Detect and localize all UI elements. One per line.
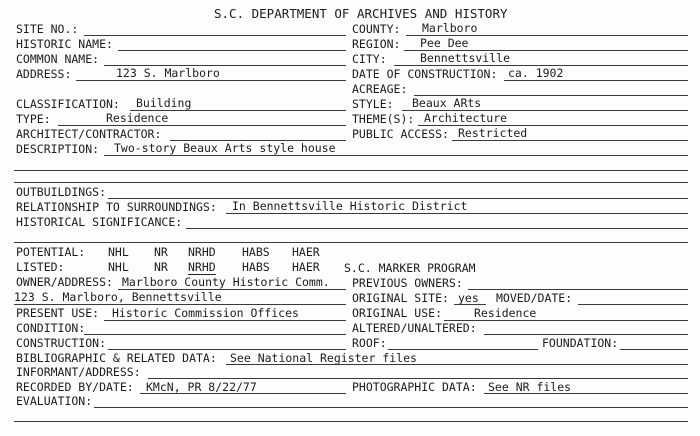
city-value: Bennettsville xyxy=(420,51,511,65)
type-label: TYPE: xyxy=(16,112,51,126)
previous-owners-line xyxy=(468,289,688,290)
description-line-1 xyxy=(104,155,688,156)
site-no-label: SITE NO.: xyxy=(16,22,79,36)
previous-owners-label: PREVIOUS OWNERS: xyxy=(352,276,463,290)
moved-date-label: MOVED/DATE: xyxy=(496,291,573,305)
photographic-data-label: PHOTOGRAPHIC DATA: xyxy=(352,380,477,394)
date-construction-line xyxy=(504,80,688,81)
original-use-value: Residence xyxy=(474,306,537,320)
architect-label: ARCHITECT/CONTRACTOR: xyxy=(16,127,162,141)
form-title: S.C. DEPARTMENT OF ARCHIVES AND HISTORY xyxy=(214,6,508,21)
owner-address-line xyxy=(14,304,346,305)
roof-label: ROOF: xyxy=(352,336,387,350)
construction-label: CONSTRUCTION: xyxy=(16,336,107,350)
historical-significance-line-1 xyxy=(186,228,688,229)
description-label: DESCRIPTION: xyxy=(16,142,100,156)
original-use-line xyxy=(444,320,688,321)
region-label: REGION: xyxy=(352,37,401,51)
owner-value: Marlboro County Historic Comm. xyxy=(122,275,330,289)
potential-label: POTENTIAL: xyxy=(16,245,86,259)
description-line-2 xyxy=(14,170,688,171)
evaluation-line-2 xyxy=(14,421,688,422)
acreage-label: ACREAGE: xyxy=(352,82,408,96)
potential-option-nhl: NHL xyxy=(108,245,129,259)
foundation-line xyxy=(620,349,688,350)
site-no-line xyxy=(84,35,346,36)
themes-value: Architecture xyxy=(424,111,508,125)
evaluation-label: EVALUATION: xyxy=(16,394,93,408)
county-label: COUNTY: xyxy=(352,22,401,36)
relationship-line xyxy=(226,213,688,214)
altered-line xyxy=(484,334,688,335)
potential-option-nrhd: NRHD xyxy=(188,245,216,259)
present-use-value: Historic Commission Offices xyxy=(112,306,299,320)
outbuildings-label: OUTBUILDINGS: xyxy=(16,185,107,199)
public-access-value: Restricted xyxy=(458,126,528,140)
historic-name-line xyxy=(118,50,346,51)
county-value: Marlboro xyxy=(422,21,478,35)
roof-line xyxy=(388,349,538,350)
photographic-data-line xyxy=(484,393,688,394)
moved-date-line xyxy=(578,304,688,305)
owner-address-value: 123 S. Marlboro, Bennettsville xyxy=(14,290,222,304)
listed-option-haer: HAER xyxy=(292,260,320,274)
section-divider xyxy=(14,182,688,183)
public-access-line xyxy=(452,140,688,141)
condition-label: CONDITION: xyxy=(16,321,86,335)
style-label: STYLE: xyxy=(352,97,394,111)
condition-line xyxy=(84,334,346,335)
type-line xyxy=(58,125,346,126)
city-label: CITY: xyxy=(352,52,387,66)
recorded-by-label: RECORDED BY/DATE: xyxy=(16,380,134,394)
address-line xyxy=(76,80,346,81)
historical-significance-label: HISTORICAL SIGNIFICANCE: xyxy=(16,215,183,229)
altered-label: ALTERED/UNALTERED: xyxy=(352,321,477,335)
relationship-label: RELATIONSHIP TO SURROUNDINGS: xyxy=(16,200,217,214)
recorded-by-line xyxy=(140,393,346,394)
date-construction-value: ca. 1902 xyxy=(508,66,564,80)
themes-label: THEME(S): xyxy=(352,112,415,126)
bibliographic-value: See National Register files xyxy=(230,351,417,365)
owner-label: OWNER/ADDRESS: xyxy=(16,275,113,289)
public-access-label: PUBLIC ACCESS: xyxy=(352,127,449,141)
historic-name-label: HISTORIC NAME: xyxy=(16,37,113,51)
original-use-label: ORIGINAL USE: xyxy=(352,306,443,320)
original-site-label: ORIGINAL SITE: xyxy=(352,291,449,305)
listed-option-nhl: NHL xyxy=(108,260,129,274)
construction-line xyxy=(108,349,346,350)
present-use-line xyxy=(104,320,346,321)
type-value: Residence xyxy=(106,111,169,125)
potential-option-habs: HABS xyxy=(242,245,270,259)
present-use-label: PRESENT USE: xyxy=(16,306,100,320)
informant-label: INFORMANT/ADDRESS: xyxy=(16,365,141,379)
listed-label: LISTED: xyxy=(16,260,65,274)
marker-program-label: S.C. MARKER PROGRAM xyxy=(344,261,476,275)
date-construction-label: DATE OF CONSTRUCTION: xyxy=(352,67,498,81)
bibliographic-label: BIBLIOGRAPHIC & RELATED DATA: xyxy=(16,351,217,365)
address-label: ADDRESS: xyxy=(16,67,72,81)
original-site-value: yes xyxy=(458,291,479,305)
listed-option-nr: NR xyxy=(154,260,168,274)
informant-line xyxy=(148,378,688,379)
evaluation-line-1 xyxy=(94,407,688,408)
common-name-label: COMMON NAME: xyxy=(16,52,100,66)
original-site-line xyxy=(454,304,486,305)
photographic-data-value: See NR files xyxy=(488,380,572,394)
foundation-label: FOUNDATION: xyxy=(542,336,619,350)
recorded-by-value: KMcN, PR 8/22/77 xyxy=(146,380,257,394)
relationship-value: In Bennettsville Historic District xyxy=(232,199,468,213)
potential-option-nr: NR xyxy=(154,245,168,259)
listed-option-habs: HABS xyxy=(242,260,270,274)
bibliographic-line xyxy=(226,364,688,365)
style-value: Beaux ARts xyxy=(412,96,482,110)
classification-value: Building xyxy=(136,96,192,110)
potential-option-haer: HAER xyxy=(292,245,320,259)
region-value: Pee Dee xyxy=(420,36,469,50)
address-value: 123 S. Marlboro xyxy=(116,66,220,80)
classification-label: CLASSIFICATION: xyxy=(16,97,120,111)
description-value: Two-story Beaux Arts style house xyxy=(114,141,336,155)
listed-option-nrhd-selected: NRHD xyxy=(188,260,216,274)
historical-significance-line-2 xyxy=(14,242,688,243)
